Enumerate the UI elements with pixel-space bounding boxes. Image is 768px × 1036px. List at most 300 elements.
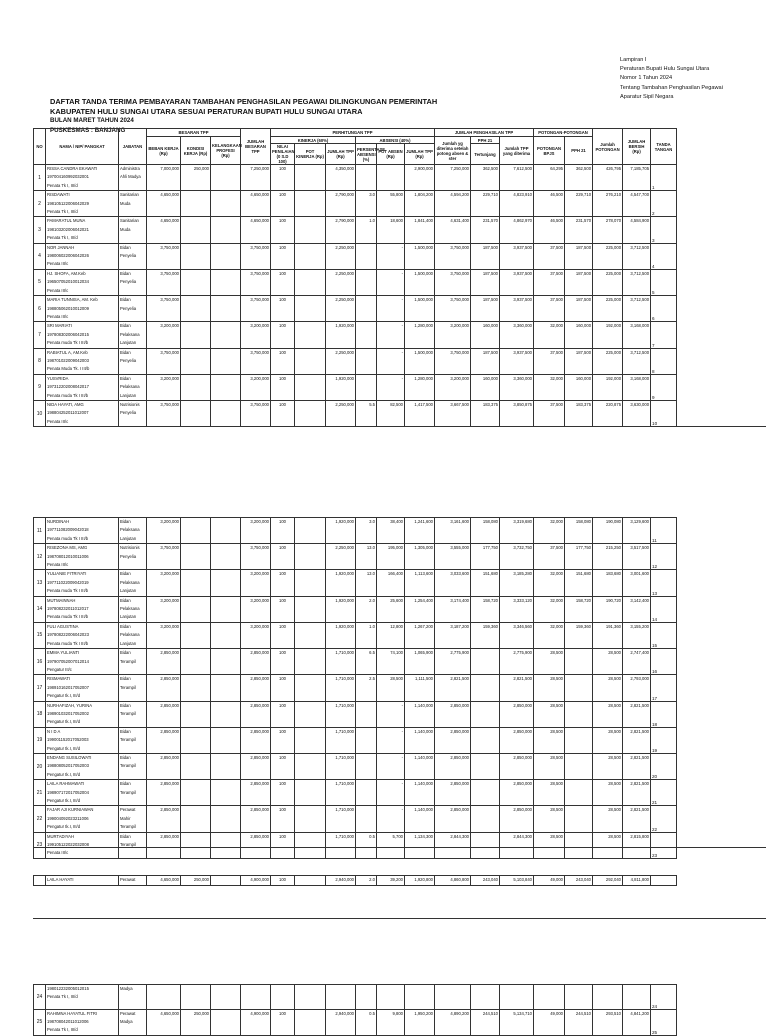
pph21-potongan-cell: 151,680 [565,570,593,596]
jumlah-tpp-diterima-cell: 3,850,875 [500,400,534,426]
jumlah-besaran-cell: 3,750,000 [241,400,271,426]
nilai-kinerja-cell: 100 [271,806,295,832]
pot-kinerja-blank-cell [295,649,326,675]
jabatan-line: Muda [120,200,131,206]
employee-name: ENDANG SUSILOWATI [47,754,92,760]
jabatan-cell [119,374,147,400]
jabatan-line: Bidan [120,676,131,682]
jumlah-potongan-cell: 276,210 [593,191,623,217]
header-terhutang: Tertunjang [471,144,500,165]
jumlah-diterima-cell: 2,844,300 [435,832,471,858]
signature-number: 11 [652,538,657,544]
table-row [34,876,728,886]
jabatan-line: Terampil [120,789,136,795]
jumlah-diterima-cell: 3,187,200 [435,622,471,648]
potongan-bpjs-cell: 37,500 [534,544,565,570]
employee-nip: 198907172017052004 [47,789,89,795]
pph21-potongan-cell [565,727,593,753]
jumlah-bersih-cell: 3,142,400 [623,596,651,622]
employee-name: RABIATUL A, AM.Keb [47,349,88,355]
jumlah-tpp-diterima-cell: 2,850,000 [500,806,534,832]
employee-identity-cell [46,544,119,570]
signature-cell [651,622,677,648]
table-row [34,832,728,858]
jumlah-diterima-cell: 2,775,900 [435,649,471,675]
jumlah-bersih-cell: 2,747,400 [623,649,651,675]
jabatan-cell [119,269,147,295]
pot-kinerja-blank-cell [295,544,326,570]
employee-name: MURTADIYAH [47,833,74,839]
jabatan-cell [119,701,147,727]
jumlah-bersih-cell: 3,712,500 [623,296,651,322]
pph21-potongan-cell: 229,710 [565,191,593,217]
pot-kinerja-blank-cell [295,753,326,779]
jumlah-tpp-absen-cell: 1,267,200 [405,622,435,648]
employee-nip: 197907052007012014 [47,658,89,664]
pph21-cell: 187,500 [471,243,500,269]
pph21-cell [471,806,500,832]
jumlah-bersih-cell: 3,168,000 [623,322,651,348]
kelangkaan-cell [211,622,241,648]
row-number-cell: 5 [34,269,46,295]
jumlah-tpp-absen-cell: 2,900,000 [405,165,435,191]
beban-kerja-cell: 2,850,000 [147,806,181,832]
kondisi-kerja-cell [181,649,211,675]
nilai-kinerja-cell: 100 [271,780,295,806]
jumlah-potongan-cell: 278,070 [593,217,623,243]
header-pot-kinerja: POT KINERJA (Rp) [295,144,326,165]
persentase-absensi-cell [356,269,377,295]
jumlah-bersih-cell: 3,155,200 [623,622,651,648]
beban-kerja-cell: 2,850,000 [147,701,181,727]
jabatan-cell [119,622,147,648]
kelangkaan-cell [211,243,241,269]
jumlah-diterima-cell: 4,860,800 [435,876,471,886]
row-number-cell: 12 [34,544,46,570]
jumlah-besaran-cell: 7,250,000 [241,165,271,191]
jumlah-bersih-cell: 3,129,600 [623,518,651,544]
potongan-bpjs-cell: 28,500 [534,675,565,701]
jabatan-line: Bidan [120,349,131,355]
potongan-bpjs-cell: 32,000 [534,518,565,544]
pph21-cell: 187,500 [471,296,500,322]
pph21-cell: 244,510 [471,1009,500,1035]
jumlah-bersih-cell: 7,185,705 [623,165,651,191]
kondisi-kerja-cell [181,374,211,400]
table-row [34,165,728,191]
jabatan-line: Terampil [120,658,136,664]
jabatan-line: Penyelia [120,305,137,311]
employee-nip: 198804252011012007 [47,410,89,416]
pot-absen-cell: 74,100 [377,649,405,675]
employee-nip: 198708012010011006 [47,553,89,559]
beban-kerja-cell: 4,650,000 [147,217,181,243]
row-number-cell: 24 [34,985,46,1010]
pph21-cell [471,649,500,675]
kelangkaan-cell [211,191,241,217]
jumlah-tpp-diterima-cell: 3,319,680 [500,518,534,544]
kondisi-kerja-cell [181,806,211,832]
jumlah-diterima-cell: 3,750,000 [435,243,471,269]
pph21-cell: 159,360 [471,622,500,648]
jumlah-tpp-kinerja-cell: 2,940,000 [326,876,356,886]
jumlah-diterima-cell: 3,200,000 [435,322,471,348]
jumlah-tpp-diterima-cell: 3,360,000 [500,322,534,348]
jabatan-line: Lanjutan [120,392,137,398]
signature-number: 14 [652,616,658,622]
header-nama: NAMA / NIP/ PANGKAT [46,129,119,165]
header-potongan: POTONGAN-POTONGAN [534,129,593,137]
jumlah-diterima-cell: 2,821,500 [435,675,471,701]
jabatan-line: Bidan [120,323,131,329]
jumlah-tpp-diterima-cell: 4,862,970 [500,217,534,243]
pot-absen-cell: - [377,296,405,322]
header-kelangkaan: KELANGKAAN PROFESI (Rp) [211,137,241,165]
pph21-potongan-cell [565,780,593,806]
nilai-kinerja-cell: 100 [271,165,295,191]
pot-absen-cell: - [377,243,405,269]
potongan-bpjs-cell: 28,500 [534,780,565,806]
row-number-cell: 22 [34,806,46,832]
jumlah-bersih-cell: 2,821,500 [623,701,651,727]
jumlah-besaran-cell: 4,900,000 [241,876,271,886]
jumlah-tpp-kinerja-cell: 2,250,000 [326,400,356,426]
employee-rank: Pengatur tk.I, III/d [47,798,81,803]
jumlah-tpp-absen-cell: 1,305,000 [405,544,435,570]
pot-kinerja-blank-cell [295,191,326,217]
potongan-bpjs-cell: 32,000 [534,622,565,648]
signature-number: 13 [652,590,658,596]
table-row [34,1009,728,1035]
table-row [34,727,728,753]
table-row [34,518,728,544]
jumlah-potongan-cell: 220,875 [593,400,623,426]
beban-kerja-cell: 3,750,000 [147,296,181,322]
pph21-potongan-cell: 362,500 [565,165,593,191]
jumlah-bersih-cell: 2,821,500 [623,780,651,806]
nilai-kinerja-cell: 100 [271,243,295,269]
payment-table-page1 [33,128,728,427]
row-number-cell: 18 [34,701,46,727]
pot-kinerja-blank-cell [295,217,326,243]
persentase-absensi-cell: 13.0 [356,544,377,570]
beban-kerja-cell: 3,200,000 [147,596,181,622]
jumlah-potongan-cell: 225,000 [593,348,623,374]
jumlah-besaran-cell: 3,200,000 [241,374,271,400]
jabatan-line: Lanjutan [120,535,137,541]
employee-rank: Penata Tk I, III/d [47,994,78,1000]
potongan-bpjs-cell: 37,500 [534,269,565,295]
pot-absen-cell: - [377,727,405,753]
nilai-kinerja-cell: 100 [271,753,295,779]
jabatan-cell [119,518,147,544]
employee-name: RISMAWATI [47,676,71,682]
table-row [34,701,728,727]
jumlah-tpp-diterima-cell: 2,821,500 [500,675,534,701]
kelangkaan-cell [211,596,241,622]
kondisi-kerja-cell [181,269,211,295]
employee-identity-cell [46,701,119,727]
pph21-potongan-cell: 159,360 [565,622,593,648]
employee-nip: 197808302006042015 [47,331,89,337]
jabatan-line: Penyelia [120,279,137,285]
signature-cell [651,217,677,243]
jumlah-tpp-diterima-cell: 2,844,300 [500,832,534,858]
row-number-cell: 14 [34,596,46,622]
jumlah-tpp-diterima-cell: 7,612,500 [500,165,534,191]
signature-number: 17 [652,695,658,701]
kondisi-kerja-cell [181,217,211,243]
jumlah-diterima-cell [435,985,471,1010]
persentase-absensi-cell [356,701,377,727]
jumlah-besaran-cell: 4,650,000 [241,191,271,217]
jabatan-cell [119,322,147,348]
employee-rank: Penata muda Tk I III/b [47,535,89,541]
signature-number: 16 [652,669,658,675]
employee-nip: 198910162017052007 [47,684,89,690]
jumlah-diterima-cell: 4,594,200 [435,191,471,217]
table-row [34,780,728,806]
pot-kinerja-blank-cell [295,570,326,596]
jumlah-potongan-cell: 28,500 [593,701,623,727]
employee-identity-cell [46,269,119,295]
nilai-kinerja-cell: 100 [271,675,295,701]
beban-kerja-cell: 4,650,000 [147,1009,181,1035]
signature-cell [651,780,677,806]
table-row [34,544,728,570]
jumlah-tpp-kinerja-cell: 2,250,000 [326,348,356,374]
employee-rank: Penata Tk I, III/d [47,1027,78,1033]
table-row [34,622,728,648]
nilai-kinerja-cell: 100 [271,191,295,217]
pph21-cell: 160,000 [471,374,500,400]
nilai-kinerja-cell: 100 [271,400,295,426]
header-kondisi-kerja: KONDISI KERJA (Rp) [181,137,211,165]
table-row [34,322,728,348]
nilai-kinerja-cell: 100 [271,832,295,858]
pph21-potongan-cell: 187,500 [565,243,593,269]
employee-rank: Pengatur tk.I, III/d [47,824,81,830]
pph21-potongan-cell [565,806,593,832]
pot-kinerja-blank-cell [295,876,326,886]
jumlah-diterima-cell: 3,555,000 [435,544,471,570]
employee-identity-cell [46,727,119,753]
persentase-absensi-cell: 13.0 [356,570,377,596]
employee-identity-cell [46,753,119,779]
nilai-kinerja-cell: 100 [271,348,295,374]
jumlah-besaran-cell: 2,850,000 [241,806,271,832]
header-potongan-bpjs: POTONGAN BPJS [534,137,565,165]
pot-absen-cell: 166,400 [377,570,405,596]
employee-rank: Penata muda Tk I III/b [47,340,89,346]
potongan-bpjs-cell: 32,000 [534,322,565,348]
jumlah-tpp-diterima-cell: 2,775,900 [500,649,534,675]
jabatan-line: Terampil [120,763,136,769]
signature-number: 19 [652,747,658,753]
nilai-kinerja-cell [271,985,295,1010]
signature-cell [651,701,677,727]
pot-absen-cell: - [377,753,405,779]
signature-number: 23 [652,852,658,858]
employee-name: LAILA RAHMAWATI [47,781,85,787]
jumlah-tpp-absen-cell: 1,254,400 [405,596,435,622]
jabatan-line: Lanjutan [120,588,137,594]
table-row [34,985,728,1010]
employee-nip: 197004160992032001 [47,174,89,180]
jabatan-line: Terampil [120,737,136,743]
employee-identity-cell [46,217,119,243]
jumlah-besaran-cell: 3,200,000 [241,596,271,622]
employee-rank: Penata III/c [47,313,69,319]
employee-name: EMMA YULIANTI [47,650,80,656]
jumlah-tpp-absen-cell [405,985,435,1010]
jabatan-line: Nutrisionis [120,401,140,407]
header-jumlah-potongan: Jumlah POTONGAN [593,129,623,165]
signature-cell [651,753,677,779]
potongan-bpjs-cell: 32,000 [534,596,565,622]
pph21-potongan-cell: 158,080 [565,518,593,544]
jabatan-cell [119,596,147,622]
jumlah-tpp-kinerja-cell: 1,710,000 [326,701,356,727]
jumlah-diterima-cell: 3,667,500 [435,400,471,426]
pph21-potongan-cell [565,753,593,779]
lampiran-block [620,56,723,102]
signature-number: 24 [652,1003,658,1009]
jumlah-tpp-absen-cell: 1,920,800 [405,876,435,886]
employee-rank: Penata muda Tk I III/b [47,640,89,646]
jumlah-tpp-diterima-cell: 3,937,500 [500,348,534,374]
jabatan-line: Nutrisionis [120,545,140,551]
nilai-kinerja-cell: 100 [271,217,295,243]
persentase-absensi-cell [356,374,377,400]
pph21-cell: 160,000 [471,322,500,348]
jumlah-tpp-kinerja-cell: 1,710,000 [326,675,356,701]
beban-kerja-cell: 2,850,000 [147,753,181,779]
pph21-cell: 158,080 [471,518,500,544]
row-number-cell: 19 [34,727,46,753]
employee-nip: 197808232011012017 [47,606,89,612]
employee-rank: Pengatur III/c [47,666,72,672]
jabatan-line: Perawat [120,1010,136,1016]
jumlah-besaran-cell: 2,850,000 [241,649,271,675]
pot-absen-cell: 39,200 [377,876,405,886]
jumlah-besaran-cell: 3,750,000 [241,348,271,374]
persentase-absensi-cell: 5.5 [356,400,377,426]
potongan-bpjs-cell: 32,000 [534,570,565,596]
jabatan-cell [119,348,147,374]
jumlah-tpp-diterima-cell: 3,937,500 [500,269,534,295]
pot-absen-cell: 9,800 [377,1009,405,1035]
jumlah-tpp-absen-cell: 1,417,500 [405,400,435,426]
employee-rank: Penata III/c [47,261,69,267]
signature-cell [651,165,677,191]
jabatan-line: Bidan [120,702,131,708]
employee-rank: Penata III/c [47,418,69,424]
jabatan-line: Pelaksana [120,331,140,337]
payment-table-page3 [33,875,728,886]
employee-nip: 198105122006042029 [47,200,89,206]
pot-kinerja-blank-cell [295,622,326,648]
pph21-cell [471,701,500,727]
header-jabatan: JABATAN [119,129,147,165]
employee-name: PAMARATUL MUNA [47,218,86,224]
jabatan-line: Lanjutan [120,340,137,346]
jumlah-bersih-cell: 3,001,600 [623,570,651,596]
persentase-absensi-cell: 0.5 [356,832,377,858]
employee-nip: 198708042011012006 [47,1018,89,1024]
jumlah-tpp-absen-cell: 1,841,400 [405,217,435,243]
employee-nip: 197808222006042023 [47,632,89,638]
jumlah-tpp-absen-cell: 1,134,300 [405,832,435,858]
pph21-potongan-cell: 187,500 [565,296,593,322]
employee-rank: Pengatur tk.I, III/d [47,693,81,699]
employee-name: NIDA HAYATI, AMG [47,401,84,407]
employee-rank: Penata III/c [47,562,69,568]
employee-nip: 198103202006042021 [47,226,89,232]
potongan-bpjs-cell: 46,500 [534,191,565,217]
employee-rank: Penata III/c [47,850,69,856]
potongan-bpjs-cell: 37,500 [534,348,565,374]
jumlah-potongan-cell: 28,500 [593,675,623,701]
beban-kerja-cell: 2,850,000 [147,649,181,675]
jabatan-line: Bidan [120,244,131,250]
jumlah-tpp-absen-cell: 1,280,000 [405,374,435,400]
jumlah-bersih-cell: 2,821,500 [623,753,651,779]
jumlah-tpp-absen-cell: 1,500,000 [405,348,435,374]
pot-absen-cell: 195,000 [377,544,405,570]
signature-number: 9 [652,394,655,400]
employee-name: RISEZONA MS, AMG [47,545,88,551]
pph21-cell: 151,680 [471,570,500,596]
jumlah-tpp-absen-cell: 1,065,900 [405,649,435,675]
employee-name: NURDINAH [47,519,70,524]
pot-kinerja-blank-cell [295,701,326,727]
jumlah-tpp-kinerja-cell: 1,710,000 [326,806,356,832]
jabatan-cell [119,191,147,217]
header-pph21: PPH 21 [471,137,500,144]
beban-kerja-cell: 2,850,000 [147,780,181,806]
jumlah-tpp-absen-cell: 1,500,000 [405,243,435,269]
header-pph21-potongan: PPH 21 [565,137,593,165]
kondisi-kerja-cell [181,322,211,348]
page-separator [33,426,766,427]
jabatan-line: Sanitarian [120,218,139,224]
jumlah-besaran-cell: 4,900,000 [241,1009,271,1035]
potongan-bpjs-cell: 37,500 [534,400,565,426]
jumlah-bersih-cell: 4,841,200 [623,1009,651,1035]
potongan-bpjs-cell: 28,500 [534,832,565,858]
pph21-cell [471,727,500,753]
jumlah-tpp-absen-cell: 1,140,000 [405,701,435,727]
row-number-cell: 4 [34,243,46,269]
jumlah-potongan-cell: 292,040 [593,876,623,886]
kondisi-kerja-cell: 250,000 [181,1009,211,1035]
nilai-kinerja-cell: 100 [271,269,295,295]
header-jumlah-besaran: JUMLAH BESARAN TPP [241,129,271,165]
beban-kerja-cell: 7,000,000 [147,165,181,191]
jabatan-cell [119,727,147,753]
jumlah-tpp-kinerja-cell: 2,250,000 [326,544,356,570]
kondisi-kerja-cell [181,400,211,426]
jabatan-cell [119,296,147,322]
persentase-absensi-cell [356,780,377,806]
jabatan-line: Bidan [120,375,131,381]
jabatan-line: Pelaksana [120,384,140,390]
signature-cell [651,727,677,753]
kelangkaan-cell [211,832,241,858]
pot-kinerja-blank-cell [295,400,326,426]
jabatan-line: Lanjutan [120,614,137,620]
